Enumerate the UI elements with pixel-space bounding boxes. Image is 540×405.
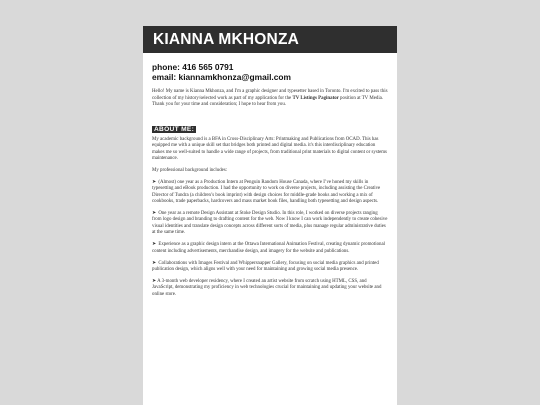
about-paragraph-background-intro: My professional background includes: (152, 168, 228, 174)
intro-text-start: Hello! My name is Kianna Mkhonza, and I'm a graphic designer and typesetter based in Toronto. I'm excited to pass this collection of my history/selected work as part of my application for the (152, 89, 388, 101)
experience-item-stoke (152, 211, 388, 237)
email-line: email: kiannamkhonza@gmail.com (152, 71, 291, 82)
intro-text-end: position at TV Media. Thank you for your time and consideration; I hope to hear from you. (152, 95, 384, 107)
experience-item-ottawa (152, 242, 388, 255)
name-banner (143, 26, 397, 53)
resume-content (143, 53, 397, 298)
experience-item-penguin (152, 180, 388, 206)
experience-item-web-residency (152, 279, 388, 298)
experience-item-images-festival (152, 261, 388, 274)
about-paragraph-education: My academic background is a BFA in Cross-Disciplinary Arts: Printmaking and Publications from OCAD. This has equipped me with a unique skill set that bridges both printed and digital media. it's this interdisciplinary education makes me so well-suited to handle a wide range of projects, from traditional print materials to digital content or systems maintenance. (152, 136, 387, 162)
arrow-bullet-icon: ➤ (152, 211, 157, 217)
experience-text: One year as a remote Design Assistant at Stoke Design Studio. In this role, I worked on diverse projects ranging from logo design and branding to drafting content for the web. Now I know I can work independently to create cohesive visual identities and translate design concepts across different sorts of media, plus manage regular administrative duties at the same time. (152, 211, 388, 236)
arrow-bullet-icon: ➤ (152, 179, 157, 185)
intro-position-title: TV Listings Paginator (292, 95, 339, 101)
experience-text: Collaborations with Images Festival and Whippersnapper Gallery, focusing on social media graphics and printed publication design, which aligns well with your need for maintaining and growing social media presence. (152, 260, 379, 272)
resume-page (143, 26, 397, 405)
arrow-bullet-icon: ➤ (152, 260, 157, 266)
phone-line: phone: 416 565 0791 (152, 62, 234, 72)
arrow-bullet-icon: ➤ (152, 242, 157, 248)
about-me-label: ABOUT ME: (154, 125, 195, 133)
arrow-bullet-icon: ➤ (152, 278, 157, 284)
intro-paragraph (152, 89, 388, 108)
name-heading: KIANNA MKHONZA (153, 30, 300, 48)
experience-text: A 3-month web developer residency, where I created an artist website from scratch using HTML, CSS, and JavaScript, demonstrating my proficiency in web technologies crucial for maintaining and updating your website and online store. (152, 278, 382, 297)
experience-text: (Almost) one year as a Production Intern at Penguin Random House Canada, where I’ve honed my skills in typesetting and eBook production. I had the opportunity to work on diverse projects, including assisting the Creative Director of Tundra (a children’s book imprint) with design choices for middle-grade books and working a mix of cookbooks, trade paperbacks, hardcovers and mass market book files, handling both typesetting and design aspects. (152, 179, 381, 205)
experience-text: Experience as a graphic design intern at the Ottawa International Animation Festival, creating dynamic promotional content including advertisements, merchandise design, and imagery for the website and publications. (152, 242, 385, 254)
contact-block (152, 63, 388, 82)
